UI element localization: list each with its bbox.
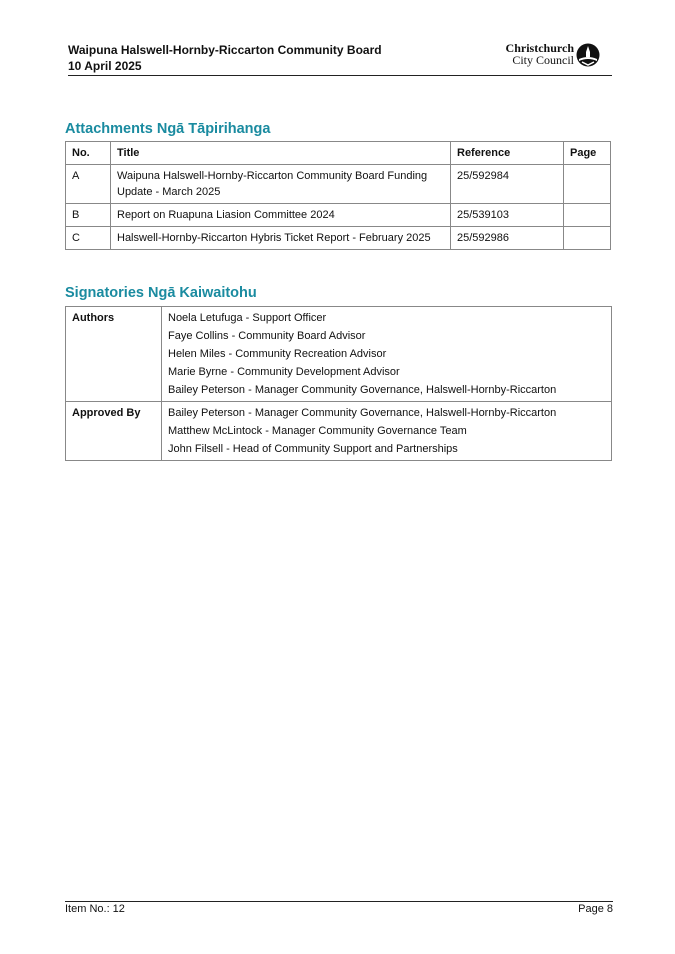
page-footer (65, 901, 613, 915)
logo-line1: Christchurch (505, 41, 574, 55)
cell-title: Halswell-Hornby-Riccarton Hybris Ticket Report - February 2025 (111, 227, 451, 250)
board-name: Waipuna Halswell-Hornby-Riccarton Community Board (68, 43, 382, 57)
cell-page (564, 227, 611, 250)
attachments-heading: Attachments Ngā Tāpirihanga (65, 121, 271, 137)
approver-entry: Matthew McLintock - Manager Community Governance Team (168, 425, 467, 437)
approved-label: Approved By (66, 402, 162, 461)
logo-line2: City Council (512, 53, 574, 67)
column-header: Title (111, 142, 451, 165)
author-entry: Helen Miles - Community Recreation Advisor (168, 348, 387, 360)
cell-reference: 25/592986 (451, 227, 564, 250)
page-number: Page 8 (578, 903, 613, 915)
cell-reference: 25/592984 (451, 165, 564, 204)
signatories-heading: Signatories Ngā Kaiwaitohu (65, 285, 257, 301)
table-row (66, 204, 611, 227)
approved-row (66, 402, 612, 461)
meeting-date: 10 April 2025 (68, 59, 142, 73)
item-number: Item No.: 12 (65, 903, 125, 915)
cell-reference: 25/539103 (451, 204, 564, 227)
cell-title: Report on Ruapuna Liasion Committee 2024 (111, 204, 451, 227)
approved-list (162, 402, 612, 461)
author-entry: Marie Byrne - Community Development Advisor (168, 366, 400, 378)
cell-no: C (66, 227, 111, 250)
cell-title: Waipuna Halswell-Hornby-Riccarton Community Board Funding Update - March 2025 (111, 165, 451, 204)
attachments-table (65, 141, 611, 250)
authors-list (162, 307, 612, 402)
column-header: Reference (451, 142, 564, 165)
cell-no: B (66, 204, 111, 227)
author-entry: Faye Collins - Community Board Advisor (168, 330, 366, 342)
cell-no: A (66, 165, 111, 204)
cathedral-logo-icon (576, 43, 600, 67)
table-row (66, 165, 611, 204)
signatories-table (65, 306, 612, 461)
column-header: No. (66, 142, 111, 165)
authors-label: Authors (66, 307, 162, 402)
table-header-row (66, 142, 611, 165)
cell-page (564, 165, 611, 204)
page-header (68, 42, 612, 76)
table-row (66, 227, 611, 250)
cell-page (564, 204, 611, 227)
approver-entry: Bailey Peterson - Manager Community Governance, Halswell-Hornby-Riccarton (168, 407, 557, 419)
approver-entry: John Filsell - Head of Community Support and Partnerships (168, 443, 458, 455)
authors-row (66, 307, 612, 402)
author-entry: Bailey Peterson - Manager Community Governance, Halswell-Hornby-Riccarton (168, 384, 557, 396)
column-header: Page (564, 142, 611, 165)
author-entry: Noela Letufuga - Support Officer (168, 312, 327, 324)
